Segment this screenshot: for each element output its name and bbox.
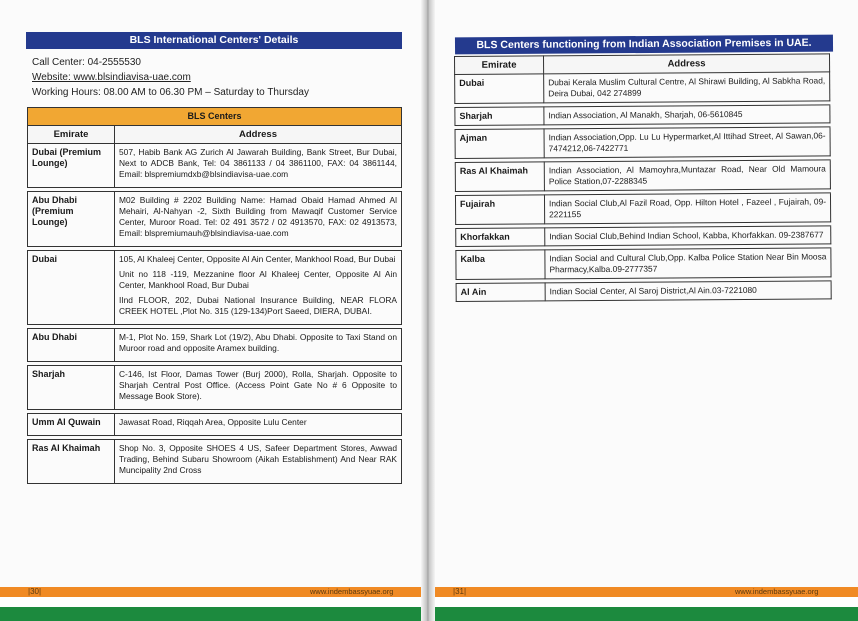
emirate-cell: Dubai (Premium Lounge) (28, 144, 115, 188)
table-row (28, 329, 402, 362)
emirate-cell: Dubai (455, 74, 544, 104)
emirate-cell: Ajman (455, 129, 544, 159)
column-header-address: Address (115, 126, 402, 144)
page-title: BLS Centers functioning from Indian Association Premises in UAE. (455, 35, 833, 55)
emirate-cell: Umm Al Quwain (28, 414, 115, 436)
address-cell (115, 329, 402, 362)
emirate-cell: Fujairah (455, 195, 544, 225)
footer-website: www.indembassyuae.org (735, 587, 819, 596)
address-cell (115, 144, 402, 188)
table-row (455, 160, 830, 192)
emirate-cell: Abu Dhabi (28, 329, 115, 362)
address-line: Jawasat Road, Riqqah Area, Opposite Lulu Center (119, 417, 307, 427)
left-page (0, 0, 427, 621)
website-link[interactable]: Website: www.blsindiavisa-uae.com (32, 72, 191, 83)
address-cell (115, 440, 402, 484)
footer-stripe-green (429, 607, 858, 621)
emirate-cell: Ras Al Khaimah (28, 440, 115, 484)
address-cell: Dubai Kerala Muslim Cultural Centre, Al Shirawi Building, Al Sabkha Road, Deira Dubai, 042 274899 (544, 72, 830, 103)
address-cell: Indian Social Center, Al Saroj District,Al Ain.03-7221080 (545, 281, 831, 301)
address-cell: Indian Association, Al Manakh, Sharjah, 06-5610845 (544, 105, 830, 125)
table-row (28, 440, 402, 484)
table-caption-row (28, 108, 402, 126)
emirate-cell: Kalba (456, 250, 545, 280)
table-row (28, 251, 402, 325)
column-header-emirate: Emirate (455, 56, 544, 75)
table-row (28, 414, 402, 436)
table-row (455, 127, 830, 159)
address-cell (115, 414, 402, 436)
address-line: Unit no 118 -119, Mezzanine floor Al Khaleej Center, Opposite Al Ain Center, Mankhool Road, Bur Dubai (119, 269, 397, 290)
table-row (455, 72, 830, 104)
page-number: |30| (28, 587, 42, 596)
emirate-cell: Khorfakkan (456, 228, 545, 247)
address-line: IInd FLOOR, 202, Dubai National Insurance Building, NEAR FLORA CREEK HOTEL ,Plot No. 315 (129-134)Port Saeed, DIERA, DUBAI. (119, 295, 397, 316)
table-caption: BLS Centers (28, 108, 402, 126)
page-title: BLS International Centers' Details (26, 32, 402, 49)
emirate-cell: Sharjah (28, 366, 115, 410)
emirate-cell: Sharjah (455, 107, 544, 126)
emirate-cell: Dubai (28, 251, 115, 325)
table-header-row (28, 126, 402, 144)
address-line: Shop No. 3, Opposite SHOES 4 US, Safeer Department Stores, Awwad Trading, Behind Subaru Showroom (Aikah Establishment) And Near RAK Muncipality 2nd Cross (119, 443, 397, 475)
table-row (28, 144, 402, 188)
footer-website: www.indembassyuae.org (310, 587, 394, 596)
table-row (455, 193, 830, 225)
address-cell (115, 251, 402, 325)
working-hours-text: Working Hours: 08.00 AM to 06.30 PM – Saturday to Thursday (32, 87, 309, 98)
footer-stripe-white (0, 597, 427, 607)
address-line: C-146, Ist Floor, Damas Tower (Burj 2000), Rolla, Sharjah. Opposite to Sharjah Central Post Office. (Access Point Gate No # 6 Opposite to Message Book Store). (119, 369, 397, 401)
emirate-cell: Ras Al Khaimah (455, 162, 544, 192)
address-line: M-1, Plot No. 159, Shark Lot (19/2), Abu Dhabi. Opposite to Taxi Stand on Muroor road and opposite Aramex building. (119, 332, 397, 353)
column-header-emirate: Emirate (28, 126, 115, 144)
indian-association-centers-table (454, 53, 832, 302)
address-line: M02 Building # 2202 Building Name: Hamad Obaid Hamad Ahmed Al Mehairi, Al-Nahyan -2, Sixth Building from Mawaqif Customer Service Center, Muroor Road. Tel: 02 491 3572 / 02 4913570, FAX: 02 4913573, Email: blspremiumauh@blsindiavisa-uae.com (119, 195, 397, 238)
column-header-address: Address (544, 54, 830, 74)
address-line: 105, Al Khaleej Center, Opposite Al Ain Center, Mankhool Road, Bur Dubai (119, 254, 396, 264)
table-row (456, 248, 831, 280)
address-cell: Indian Social and Cultural Club,Opp. Kalba Police Station Near Bin Moosa Pharmacy,Kalba.09-2777357 (545, 248, 831, 279)
address-cell (115, 192, 402, 247)
emirate-cell: Al Ain (456, 283, 545, 302)
address-cell: Indian Association, Al Mamoyhra,Muntazar Road, Near Old Mamoura Police Station,07-2288345 (544, 160, 830, 191)
address-cell (115, 366, 402, 410)
footer-stripe-green (0, 607, 427, 621)
table-row (456, 281, 831, 302)
table-row (28, 192, 402, 247)
address-cell: Indian Social Club,Behind Indian School, Kabba, Khorfakkan. 09-2387677 (545, 226, 831, 246)
bls-centers-table (27, 107, 402, 484)
page-number: |31| (453, 587, 467, 596)
book-gutter (421, 0, 435, 621)
footer-stripe-white (429, 597, 858, 607)
address-cell: Indian Social Club,Al Fazil Road, Opp. Hilton Hotel , Fazeel , Fujairah, 09-2221155 (544, 193, 830, 224)
call-center-text: Call Center: 04-2555530 (32, 57, 141, 68)
emirate-cell: Abu Dhabi (Premium Lounge) (28, 192, 115, 247)
address-cell: Indian Association,Opp. Lu Lu Hypermarket,Al Ittihad Street, Al Sawan,06-7474212,06-7422771 (544, 127, 830, 158)
table-row (28, 366, 402, 410)
address-line: 507, Habib Bank AG Zurich Al Jawarah Building, Bank Street, Bur Dubai, Next to ADCB Bank, Tel: 04 3861133 / 04 3861100, FAX: 04 3861144, Email: blspremiumdxb@blsindiavisa-uae.com (119, 147, 397, 179)
